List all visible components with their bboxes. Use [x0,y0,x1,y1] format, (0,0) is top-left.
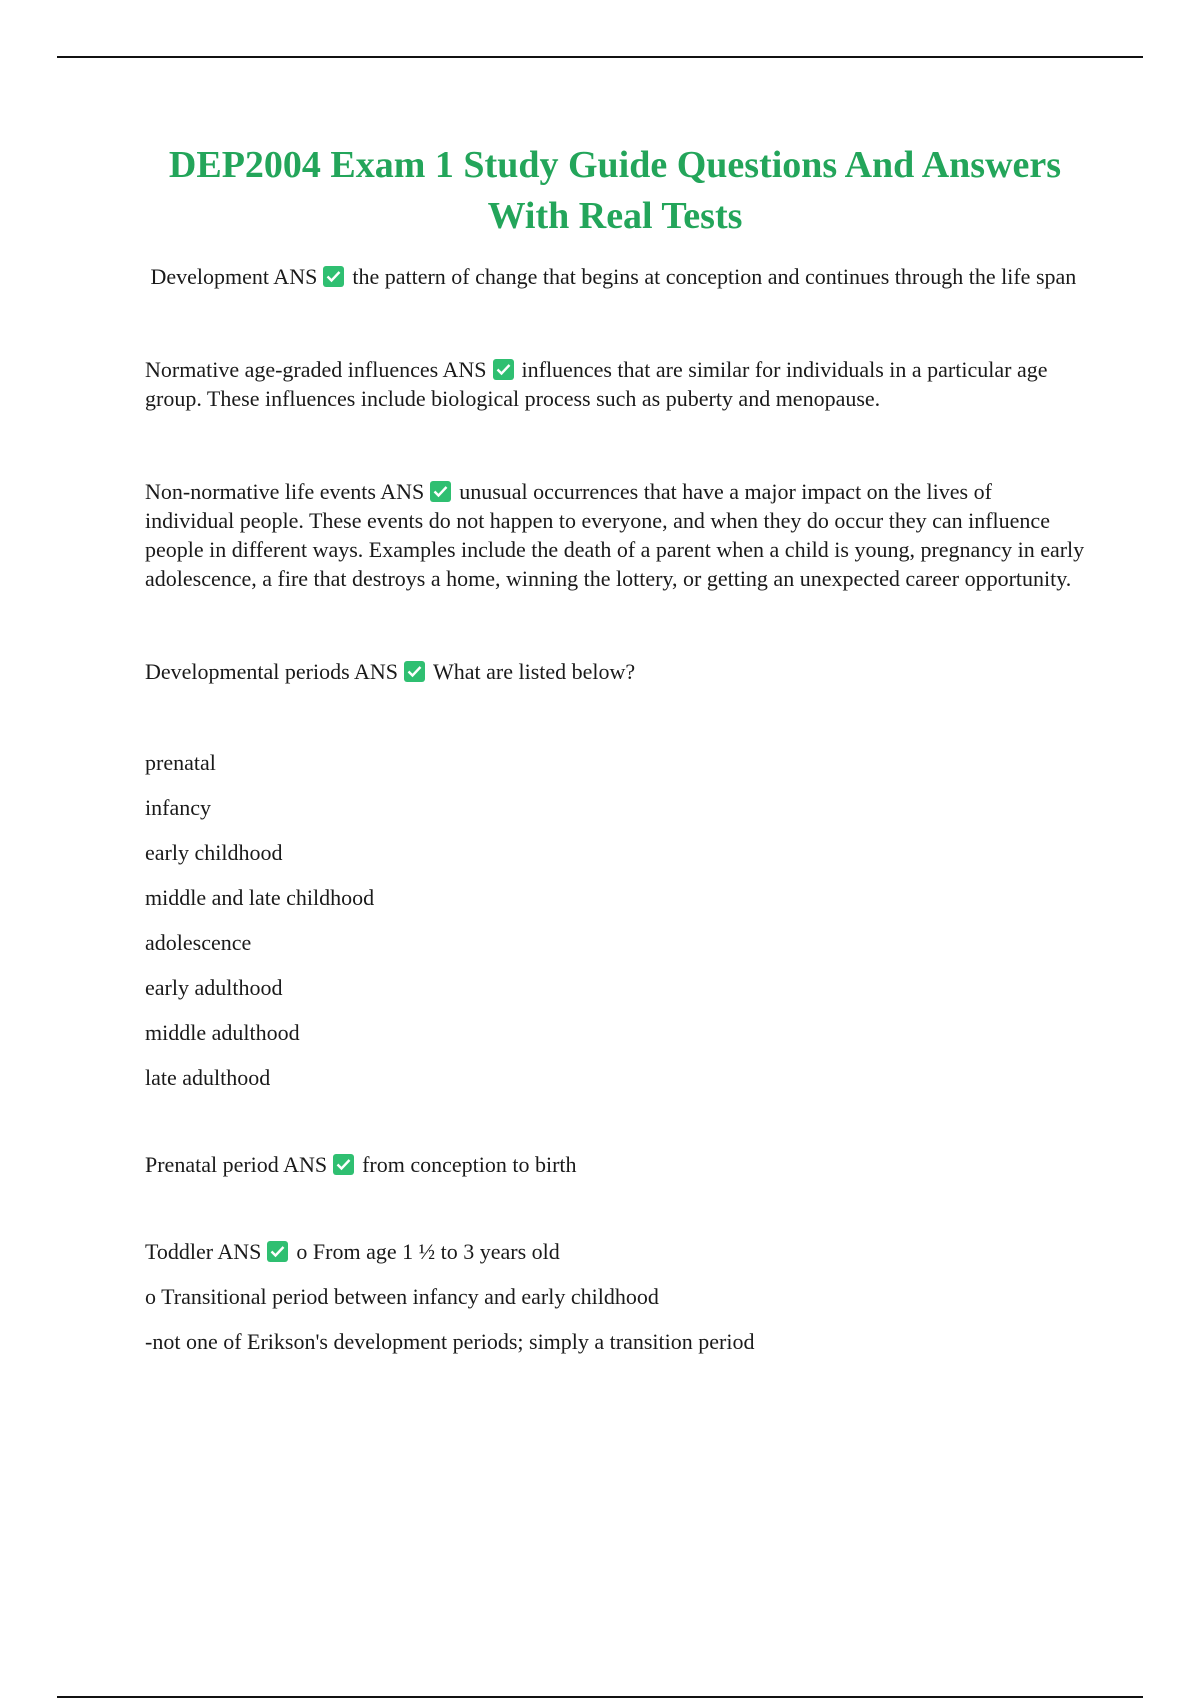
toddler-line-2: o Transitional period between infancy and early childhood [145,1284,659,1309]
entry-non-normative [145,477,1085,593]
checkmark-icon [267,1241,288,1262]
list-item: early adulthood [145,975,283,1000]
entry-normative-age-graded [145,355,1085,413]
entry-term: Toddler ANS [145,1239,262,1264]
checkmark-icon [430,481,451,502]
entry-prenatal-period [145,1150,1085,1179]
entry-definition: from conception to birth [362,1152,577,1177]
list-item: middle adulthood [145,1020,300,1045]
top-rule [57,56,1143,58]
entry-term: Development ANS [150,264,318,289]
checkmark-icon [323,266,344,287]
entry-development [145,262,1085,291]
entry-developmental-periods [145,657,1085,686]
checkmark-icon [493,359,514,380]
entry-term: Non-normative life events ANS [145,479,425,504]
title-block [145,140,1085,242]
periods-list [145,748,1085,1092]
list-item: prenatal [145,750,216,775]
entry-term: Prenatal period ANS [145,1152,328,1177]
entry-definition: the pattern of change that begins at conception and continues through the life span [352,264,1077,289]
entry-definition: unusual occurrences that have a major impact on the lives of individual people. These events do not happen to everyone, and when they do occur they can influence people in different ways. Examples include the death of a parent when a child is young, pregnancy in early adolescence, a fire that destroys a home, winning the lottery, or getting an unexpected career opportunity. [145,479,1085,591]
list-item: early childhood [145,840,283,865]
document-body [145,140,1085,1356]
list-item: middle and late childhood [145,885,375,910]
entry-toddler [145,1237,1085,1356]
entry-definition: What are listed below? [432,659,636,684]
entry-term: Developmental periods ANS [145,659,398,684]
list-item: infancy [145,795,211,820]
entry-term: Normative age-graded influences ANS [145,357,487,382]
list-item: late adulthood [145,1065,271,1090]
toddler-line-3: -not one of Erikson's development periods; simply a transition period [145,1329,755,1354]
checkmark-icon [333,1154,354,1175]
bottom-rule [57,1696,1143,1698]
checkmark-icon [404,661,425,682]
list-item: adolescence [145,930,252,955]
entry-definition: o From age 1 ½ to 3 years old [296,1239,560,1264]
entry-definition: influences that are similar for individuals in a particular age group. These influences include biological process such as puberty and menopause. [145,357,1048,411]
document-title: DEP2004 Exam 1 Study Guide Questions And Answers With Real Tests [168,144,1062,237]
